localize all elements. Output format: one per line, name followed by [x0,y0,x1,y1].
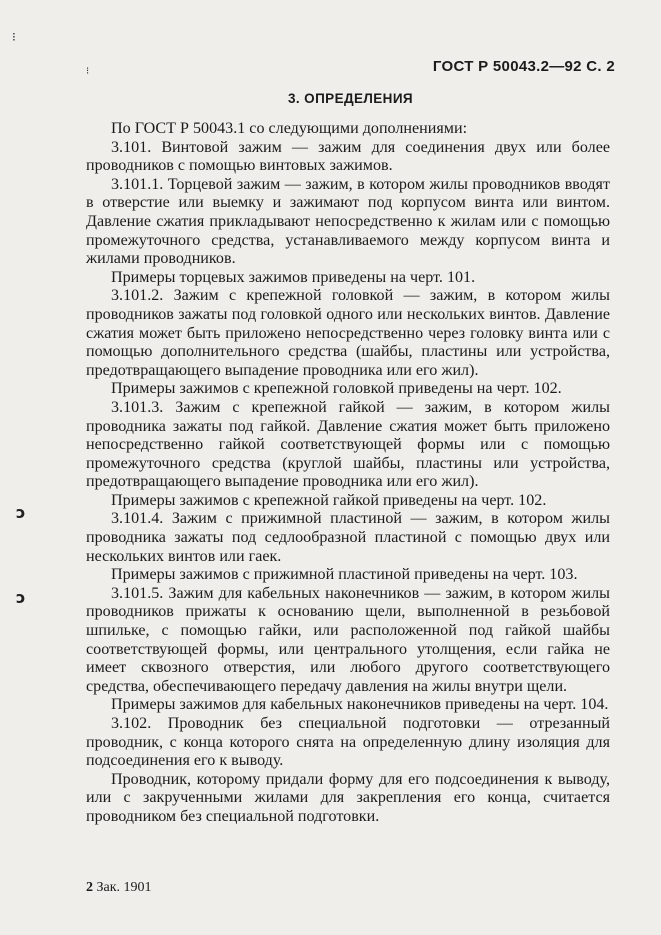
paragraph: Примеры зажимов с крепежной гайкой приведены на черт. 102. [111,491,547,509]
paragraph: Примеры зажимов с крепежной головкой приведены на черт. 102. [111,380,562,398]
paragraph: 3.101.4. Зажим с прижимной пластиной — зажим, в котором жилы проводника зажаты под седлообразной пластиной с помощью двух или нескольких винтов или гаек. [86,510,610,565]
paragraph: 3.101. Винтовой зажим — зажим для соединения двух или более проводников с помощью винтовых зажимов. [86,138,610,175]
page-header: ГОСТ Р 50043.2—92 С. 2 [432,58,615,75]
paragraph: Проводник, которому придали форму для его подсоединения к выводу, или с закрученными жилами для закрепления его конца, считается проводником без специальной подготовки. [86,770,610,825]
section-title: 3. ОПРЕДЕЛЕНИЯ [287,91,414,106]
paragraph: Примеры зажимов для кабельных наконечников приведены на черт. 104. [111,696,609,714]
margin-mark: ⁝ [12,30,16,44]
margin-mark: ⁝ [86,66,90,77]
paragraph: По ГОСТ Р 50043.1 со следующими дополнениями: [111,120,468,137]
paragraph: 3.101.3. Зажим с крепежной гайкой — зажим, в котором жилы проводника зажаты под гайкой. Давление сжатия может быть приложено непосредственно гайкой соответствующей формы или с помощью промежуточного средства (круглой шайбы, пластины или устройства, предотвращающего выпадение проводника или его жил). [86,398,610,491]
page-number: 2 [86,880,93,895]
paragraph: Примеры торцевых зажимов приведены на черт. 101. [111,268,476,286]
body-text [86,120,610,827]
paragraph: 3.102. Проводник без специальной подготовки — отрезанный проводник, с конца которого снята на определенную длину изоляция для подсоединения его к выводу. [86,715,610,770]
paragraph: 3.101.1. Торцевой зажим — зажим, в котором жилы проводников вводят в отверстие или выемку и зажимают под корпусом винта или винтом. Давление сжатия прикладывают непосредственно к жилам или с помощью промежуточного средства, устанавливаемого между корпусом винта и жилами проводников. [86,175,610,268]
binding-hole-mark: ↄ [16,503,26,522]
page-footer [86,880,152,896]
paragraph: Примеры зажимов с прижимной пластиной приведены на черт. 103. [111,566,578,584]
binding-hole-mark: ↄ [16,588,26,607]
order-label: Зак. 1901 [96,880,152,895]
paragraph: 3.101.2. Зажим с крепежной головкой — зажим, в котором жилы проводников зажаты под головкой одного или нескольких винтов. Давление сжатия может быть приложено непосредственно через головку винта или с помощью дополнительного средства (шайбы, пластины или устройства, предотвращающего выпадение проводника или его жил). [86,287,610,379]
paragraph: 3.101.5. Зажим для кабельных наконечников — зажим, в котором жилы проводников прижаты к основанию щели, выполненной в резьбовой шпильке, с помощью гайки, или расположенной под гайкой шайбы соответствующей формы, или центрального утолщения, если гайка не имеет сквозного отверстия, или любого другого соответствующего средства, обеспечивающего передачу давления на жилы внутри щели. [86,584,610,695]
